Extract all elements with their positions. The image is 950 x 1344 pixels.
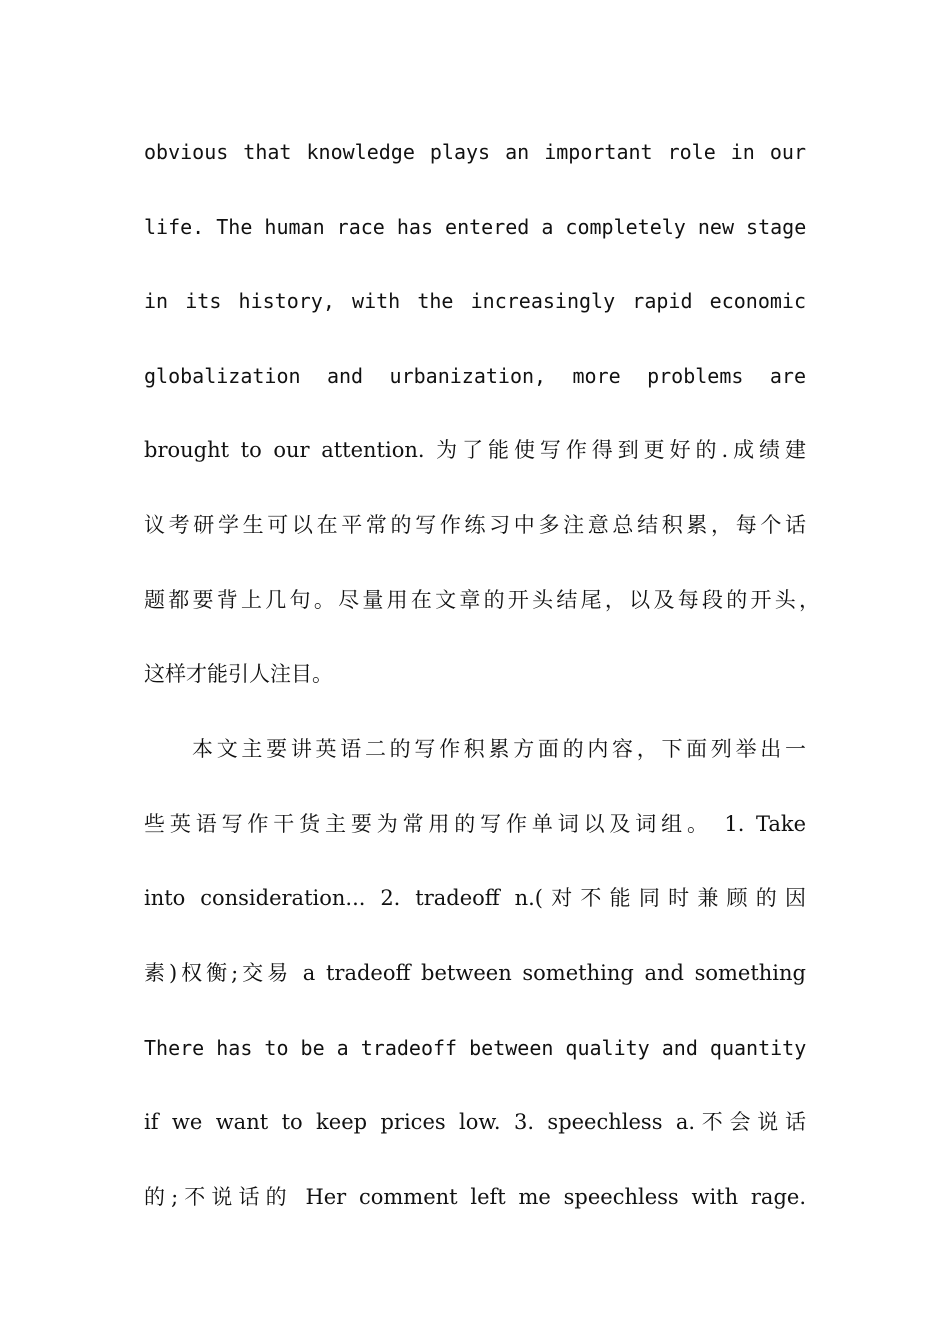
paragraph-2-line-3: into consideration... 2. tradeoff n.(对不能同时兼顾的因: [144, 886, 806, 910]
text-line-6: 议考研学生可以在平常的写作练习中多注意总结积累，每个话: [144, 513, 806, 537]
text-line-5: brought to our attention. 为了能使写作得到更好的.成绩建: [144, 438, 806, 462]
paragraph-2-line-4: 素)权衡;交易 a tradeoff between something and something: [144, 961, 806, 985]
paragraph-2-line-7: 的;不说话的 Her comment left me speechless with rage.: [144, 1185, 807, 1209]
text-line-3: in its history, with the increasingly rapid economic: [144, 289, 806, 313]
text-line-2: life. The human race has entered a completely new stage: [144, 215, 807, 239]
text-line-7: 题都要背上几句。尽量用在文章的开头结尾，以及每段的开头，: [144, 588, 820, 612]
paragraph-2-line-6: if we want to keep prices low. 3. speechless a.不会说话: [144, 1110, 806, 1134]
paragraph-2-line-5: There has to be a tradeoff between quality and quantity: [144, 1036, 807, 1060]
text-line-1: obvious that knowledge plays an important role in our: [144, 140, 806, 164]
paragraph-2-line-2: 些英语写作干货主要为常用的写作单词以及词组。 1. Take: [144, 812, 806, 836]
text-line-8: 这样才能引人注目。: [144, 662, 333, 686]
paragraph-2-line-1: 本文主要讲英语二的写作积累方面的内容，下面列举出一: [192, 737, 806, 761]
text-line-4: globalization and urbanization, more problems are: [144, 364, 806, 388]
